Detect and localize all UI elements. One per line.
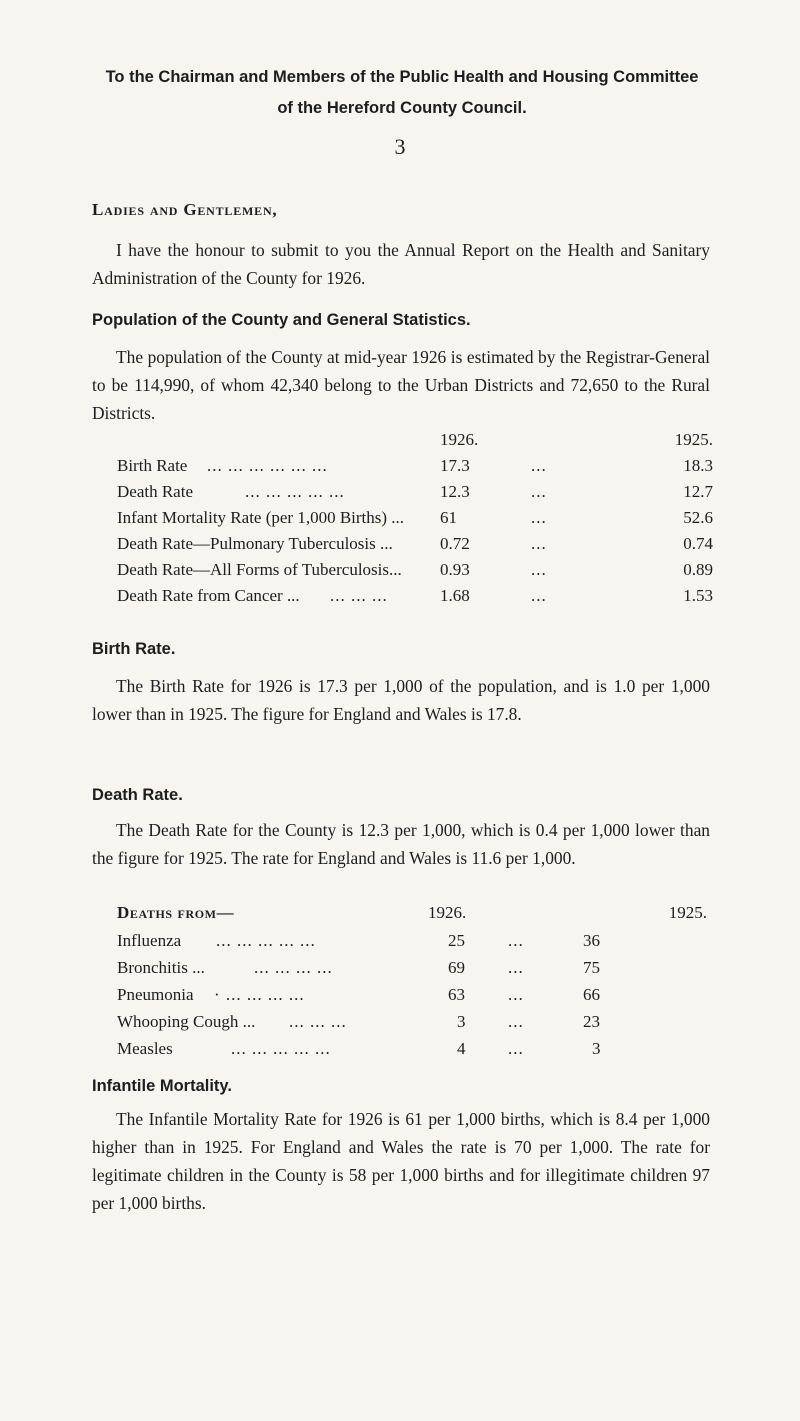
column-header-1925: 1925.	[668, 903, 707, 922]
population-heading: Population of the County and General Statistics.	[92, 311, 471, 329]
value-1925: 18.3	[683, 456, 713, 475]
value-1926: 63	[448, 985, 465, 1004]
row-label: Birth Rate	[117, 456, 188, 475]
value-1925: 66	[583, 985, 600, 1004]
table-row	[117, 985, 707, 1009]
value-1926: 1.68	[440, 586, 470, 605]
table-row	[117, 958, 707, 982]
value-1926: 25	[448, 931, 465, 950]
row-label: Measles	[117, 1039, 173, 1058]
leader-dots: ... ... ... ... ...	[231, 1039, 331, 1058]
table-row	[117, 931, 707, 955]
value-1925: 36	[583, 931, 600, 950]
column-header-1925: 1925.	[674, 430, 713, 449]
row-label: Pneumonia	[117, 985, 194, 1004]
leader-dots: ... ... ... ...	[254, 958, 333, 977]
value-1926: 69	[448, 958, 465, 977]
birth-rate-paragraph: The Birth Rate for 1926 is 17.3 per 1,000 of the population, and is 1.0 per 1,000 lower than in 1925. The figure for England and Wales is 17.8.	[92, 676, 710, 724]
separator-dots: ...	[508, 958, 524, 977]
value-1926: 17.3	[440, 456, 470, 475]
value-1925: 1.53	[683, 586, 713, 605]
separator-dots: ...	[508, 931, 524, 950]
value-1925: 3	[592, 1039, 601, 1058]
leader-dots: ... ... ... ... ...	[245, 482, 345, 501]
general-statistics-table	[117, 430, 713, 605]
separator-dots: ...	[531, 456, 547, 475]
row-label: Death Rate from Cancer ...	[117, 586, 300, 605]
row-label: Whooping Cough ...	[117, 1012, 256, 1031]
leader-dots: ... ... ... ... ... ...	[207, 456, 328, 475]
separator-dots: ...	[508, 1012, 524, 1031]
value-1926: 0.72	[440, 534, 470, 553]
page-number: 3	[394, 134, 406, 159]
deaths-from-label: Deaths from—	[117, 903, 235, 922]
separator-dots: ...	[531, 482, 547, 501]
value-1926: 4	[457, 1039, 466, 1058]
leader-dots: ... ... ...	[330, 586, 388, 605]
value-1926: 0.93	[440, 560, 470, 579]
table-row	[117, 1039, 707, 1063]
intro-paragraph: I have the honour to submit to you the Annual Report on the Health and Sanitary Administration of the County for 1926.	[92, 240, 710, 288]
deaths-from-table	[117, 903, 707, 1058]
separator-dots: ...	[531, 508, 547, 527]
value-1925: 52.6	[683, 508, 713, 527]
addressee-line-1: To the Chairman and Members of the Public Health and Housing Committee	[105, 68, 699, 86]
table-row	[117, 586, 713, 610]
column-header-1926: 1926.	[428, 903, 467, 922]
separator-dots: ...	[531, 534, 547, 553]
table-row	[117, 560, 713, 584]
population-paragraph: The population of the County at mid-year 1926 is estimated by the Registrar-General to be 114,990, of whom 42,340 belong to the Urban Districts and 72,650 to the Rural Districts.	[92, 347, 710, 423]
separator-dots: ...	[508, 985, 524, 1004]
row-label: Influenza	[117, 931, 182, 950]
leader-dots: ... ... ... ... ...	[216, 931, 316, 950]
value-1925: 0.89	[683, 560, 713, 579]
value-1925: 75	[583, 958, 600, 977]
table-row	[117, 482, 713, 506]
separator-dots: ...	[531, 586, 547, 605]
table-row	[117, 1012, 707, 1036]
row-label: Bronchitis ...	[117, 958, 205, 977]
infantile-mortality-paragraph: The Infantile Mortality Rate for 1926 is 61 per 1,000 births, which is 8.4 per 1,000 higher than in 1925. For England and Wales the rate is 70 per 1,000. The rate for legitimate children in the County is 58 per 1,000 births and for illegitimate children 97 per 1,000 births.	[92, 1109, 710, 1213]
value-1925: 0.74	[683, 534, 713, 553]
addressee-line-2: of the Hereford County Council.	[277, 99, 527, 117]
row-label: Death Rate—Pulmonary Tuberculosis ...	[117, 534, 393, 553]
leader-dots: · ... ... ... ...	[214, 985, 305, 1004]
table-header-row	[117, 430, 713, 454]
infantile-mortality-heading: Infantile Mortality.	[92, 1077, 232, 1095]
row-label: Death Rate—All Forms of Tuberculosis...	[117, 560, 402, 579]
separator-dots: ...	[531, 560, 547, 579]
value-1926: 12.3	[440, 482, 470, 501]
column-header-1926: 1926.	[440, 430, 479, 449]
table-row	[117, 534, 713, 558]
table-row	[117, 508, 713, 532]
table-row	[117, 456, 713, 480]
table-header-row	[117, 903, 707, 927]
death-rate-heading: Death Rate.	[92, 786, 183, 804]
value-1926: 61	[440, 508, 457, 527]
death-rate-paragraph: The Death Rate for the County is 12.3 per 1,000, which is 0.4 per 1,000 lower than the figure for 1925. The rate for England and Wales is 11.6 per 1,000.	[92, 820, 710, 868]
salutation: Ladies and Gentlemen,	[92, 200, 278, 219]
row-label: Infant Mortality Rate (per 1,000 Births) ...	[117, 508, 405, 527]
value-1925: 23	[583, 1012, 600, 1031]
leader-dots: ... ... ...	[289, 1012, 347, 1031]
value-1925: 12.7	[683, 482, 713, 501]
separator-dots: ...	[508, 1039, 524, 1058]
row-label: Death Rate	[117, 482, 193, 501]
value-1926: 3	[457, 1012, 466, 1031]
birth-rate-heading: Birth Rate.	[92, 640, 176, 658]
